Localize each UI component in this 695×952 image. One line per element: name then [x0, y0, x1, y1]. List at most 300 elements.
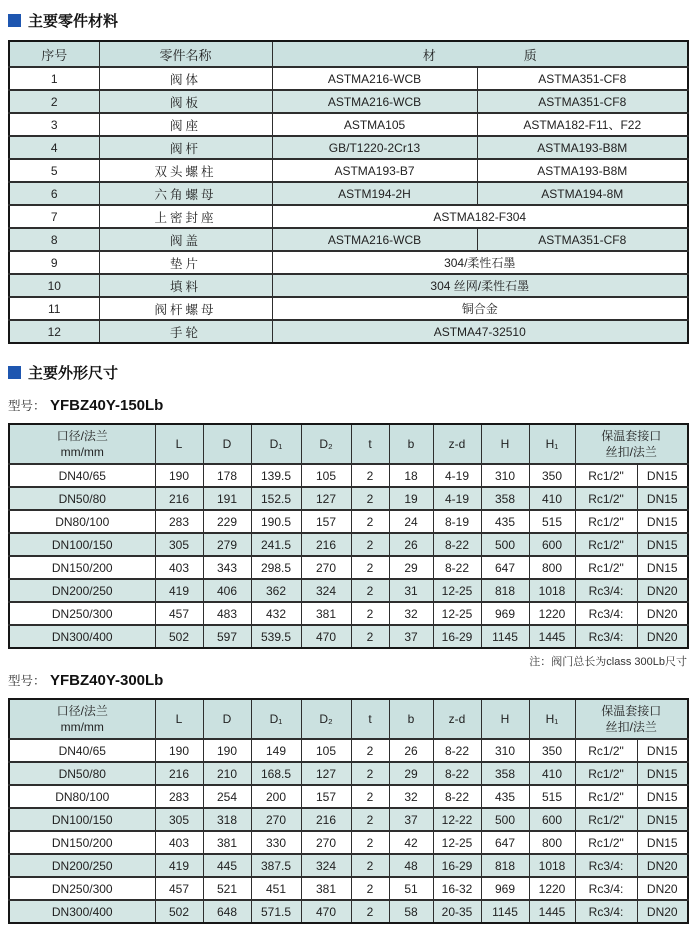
- col-header-size: 口径/法兰 mm/mm: [9, 699, 155, 739]
- cell-seq: 2: [9, 90, 99, 113]
- cell-seq: 9: [9, 251, 99, 274]
- parts-materials-table: [8, 40, 689, 344]
- table-row: [9, 320, 688, 343]
- col-header-b: b: [389, 424, 433, 464]
- cell-value: 8-22: [433, 533, 481, 556]
- col-header-H1: H₁: [529, 424, 575, 464]
- cell-value: 8-22: [433, 785, 481, 808]
- cell-value: 16-32: [433, 877, 481, 900]
- col-header-D: D: [203, 424, 251, 464]
- cell-value: 571.5: [251, 900, 301, 923]
- cell-value: 2: [351, 808, 389, 831]
- cell-value: DN15: [637, 533, 688, 556]
- cell-value: 502: [155, 900, 203, 923]
- cell-value: 305: [155, 533, 203, 556]
- cell-value: 2: [351, 854, 389, 877]
- cell-value: DN20: [637, 854, 688, 877]
- cell-value: 191: [203, 487, 251, 510]
- cell-value: 190: [155, 464, 203, 487]
- cell-value: 29: [389, 556, 433, 579]
- cell-value: 270: [301, 831, 351, 854]
- cell-material-right: ASTMA193-B8M: [477, 136, 688, 159]
- cell-value: 600: [529, 533, 575, 556]
- cell-value: 515: [529, 785, 575, 808]
- cell-material-left: ASTM194-2H: [272, 182, 477, 205]
- cell-value: 283: [155, 785, 203, 808]
- cell-material: 304 丝网/柔性石墨: [272, 274, 688, 297]
- cell-value: 190: [155, 739, 203, 762]
- cell-value: 647: [481, 556, 529, 579]
- table-row: [9, 136, 688, 159]
- table-row: [9, 533, 688, 556]
- cell-value: 500: [481, 533, 529, 556]
- cell-value: 435: [481, 785, 529, 808]
- cell-value: 37: [389, 625, 433, 648]
- cell-value: 403: [155, 831, 203, 854]
- cell-material-left: ASTMA193-B7: [272, 159, 477, 182]
- cell-value: DN15: [637, 464, 688, 487]
- cell-value: 20-35: [433, 900, 481, 923]
- cell-value: DN15: [637, 487, 688, 510]
- cell-value: 18: [389, 464, 433, 487]
- cell-value: 406: [203, 579, 251, 602]
- dimensions-table-300lb: [8, 698, 689, 924]
- col-header-H: H: [481, 424, 529, 464]
- cell-value: DN20: [637, 625, 688, 648]
- cell-value: 241.5: [251, 533, 301, 556]
- cell-value: 648: [203, 900, 251, 923]
- cell-dn-size: DN250/300: [9, 877, 155, 900]
- cell-value: Rc1/2": [575, 464, 637, 487]
- table-row: [9, 510, 688, 533]
- cell-value: 216: [301, 808, 351, 831]
- cell-seq: 3: [9, 113, 99, 136]
- dim-table-header-row: [9, 424, 688, 464]
- cell-material-left: ASTMA216-WCB: [272, 90, 477, 113]
- cell-value: 216: [155, 487, 203, 510]
- col-header-size: 口径/法兰 mm/mm: [9, 424, 155, 464]
- cell-value: 500: [481, 808, 529, 831]
- cell-material-left: ASTMA216-WCB: [272, 67, 477, 90]
- cell-value: 2: [351, 487, 389, 510]
- cell-value: 254: [203, 785, 251, 808]
- cell-part-name: 阀杆: [99, 136, 272, 159]
- cell-value: 1018: [529, 579, 575, 602]
- model-label: 型号：: [8, 399, 46, 413]
- section-title-text: 主要外形尺寸: [28, 365, 119, 382]
- cell-dn-size: DN80/100: [9, 785, 155, 808]
- cell-value: 200: [251, 785, 301, 808]
- cell-value: 435: [481, 510, 529, 533]
- cell-value: Rc1/2": [575, 785, 637, 808]
- cell-value: 818: [481, 579, 529, 602]
- cell-part-name: 填料: [99, 274, 272, 297]
- col-header-H: H: [481, 699, 529, 739]
- cell-value: 210: [203, 762, 251, 785]
- cell-value: 362: [251, 579, 301, 602]
- cell-value: 330: [251, 831, 301, 854]
- cell-material: 铜合金: [272, 297, 688, 320]
- cell-value: 410: [529, 762, 575, 785]
- cell-value: 157: [301, 510, 351, 533]
- col-header-zd: z-d: [433, 699, 481, 739]
- table-row: [9, 579, 688, 602]
- cell-value: 403: [155, 556, 203, 579]
- table-row: [9, 182, 688, 205]
- cell-dn-size: DN300/400: [9, 625, 155, 648]
- cell-part-name: 垫片: [99, 251, 272, 274]
- cell-value: DN15: [637, 808, 688, 831]
- table-row: [9, 831, 688, 854]
- col-header-D1: D₁: [251, 424, 301, 464]
- table-row: [9, 877, 688, 900]
- cell-value: 2: [351, 785, 389, 808]
- cell-value: 800: [529, 556, 575, 579]
- cell-value: 2: [351, 510, 389, 533]
- cell-part-name: 手轮: [99, 320, 272, 343]
- cell-dn-size: DN40/65: [9, 464, 155, 487]
- cell-value: 515: [529, 510, 575, 533]
- cell-value: 190.5: [251, 510, 301, 533]
- cell-value: 324: [301, 579, 351, 602]
- cell-value: 2: [351, 762, 389, 785]
- section-title-text: 主要零件材料: [28, 13, 119, 30]
- blue-square-bullet: [8, 14, 21, 27]
- cell-value: DN15: [637, 762, 688, 785]
- table-row: [9, 90, 688, 113]
- cell-value: 2: [351, 464, 389, 487]
- cell-value: 32: [389, 785, 433, 808]
- material-header-left: 材: [422, 47, 436, 63]
- cell-material-right: ASTMA182-F11、F22: [477, 113, 688, 136]
- cell-value: 432: [251, 602, 301, 625]
- cell-value: 1445: [529, 625, 575, 648]
- section-title-dimensions: [8, 362, 695, 383]
- cell-value: 157: [301, 785, 351, 808]
- cell-material: 304/柔性石墨: [272, 251, 688, 274]
- cell-value: 310: [481, 739, 529, 762]
- cell-dn-size: DN200/250: [9, 579, 155, 602]
- cell-value: Rc1/2": [575, 808, 637, 831]
- cell-value: 1445: [529, 900, 575, 923]
- cell-value: 51: [389, 877, 433, 900]
- cell-seq: 11: [9, 297, 99, 320]
- cell-value: 419: [155, 854, 203, 877]
- cell-value: 969: [481, 602, 529, 625]
- cell-value: 2: [351, 533, 389, 556]
- cell-part-name: 阀盖: [99, 228, 272, 251]
- cell-value: Rc1/2": [575, 487, 637, 510]
- cell-part-name: 阀板: [99, 90, 272, 113]
- cell-value: DN15: [637, 556, 688, 579]
- cell-value: 483: [203, 602, 251, 625]
- cell-value: 358: [481, 762, 529, 785]
- cell-value: 381: [301, 602, 351, 625]
- cell-value: 31: [389, 579, 433, 602]
- cell-value: 26: [389, 533, 433, 556]
- cell-value: 12-22: [433, 808, 481, 831]
- cell-value: 270: [301, 556, 351, 579]
- cell-value: 229: [203, 510, 251, 533]
- cell-value: 2: [351, 602, 389, 625]
- cell-seq: 12: [9, 320, 99, 343]
- table-row: [9, 464, 688, 487]
- cell-dn-size: DN200/250: [9, 854, 155, 877]
- cell-value: 8-19: [433, 510, 481, 533]
- table-row: [9, 762, 688, 785]
- col-header-seq: 序号: [9, 41, 99, 67]
- cell-value: 279: [203, 533, 251, 556]
- model-line-150lb: [8, 396, 695, 415]
- cell-seq: 6: [9, 182, 99, 205]
- table-row: [9, 854, 688, 877]
- cell-value: 350: [529, 464, 575, 487]
- cell-value: 1145: [481, 900, 529, 923]
- cell-value: Rc1/2": [575, 739, 637, 762]
- cell-dn-size: DN50/80: [9, 487, 155, 510]
- cell-part-name: 阀体: [99, 67, 272, 90]
- cell-value: 8-22: [433, 556, 481, 579]
- cell-material-right: ASTMA193-B8M: [477, 159, 688, 182]
- cell-value: 457: [155, 877, 203, 900]
- cell-value: 318: [203, 808, 251, 831]
- table-row: [9, 739, 688, 762]
- col-header-insulation: 保温套接口 丝扣/法兰: [575, 699, 688, 739]
- cell-value: 410: [529, 487, 575, 510]
- cell-value: 305: [155, 808, 203, 831]
- cell-value: 502: [155, 625, 203, 648]
- cell-value: 105: [301, 464, 351, 487]
- note-text: 注：阀门总长为class 300Lb尺寸: [529, 656, 687, 668]
- cell-material-left: GB/T1220-2Cr13: [272, 136, 477, 159]
- cell-value: 451: [251, 877, 301, 900]
- col-header-D2: D₂: [301, 699, 351, 739]
- cell-value: 8-22: [433, 762, 481, 785]
- cell-value: 190: [203, 739, 251, 762]
- cell-value: 2: [351, 877, 389, 900]
- cell-material-right: ASTMA351-CF8: [477, 228, 688, 251]
- cell-value: 37: [389, 808, 433, 831]
- cell-value: 127: [301, 487, 351, 510]
- cell-value: 178: [203, 464, 251, 487]
- section-title-materials: [8, 10, 695, 31]
- cell-value: 2: [351, 831, 389, 854]
- cell-value: 343: [203, 556, 251, 579]
- cell-value: 470: [301, 900, 351, 923]
- table-row: [9, 113, 688, 136]
- table-row: [9, 602, 688, 625]
- cell-value: 381: [301, 877, 351, 900]
- cell-dn-size: DN40/65: [9, 739, 155, 762]
- cell-dn-size: DN150/200: [9, 831, 155, 854]
- cell-value: 29: [389, 762, 433, 785]
- cell-dn-size: DN150/200: [9, 556, 155, 579]
- cell-value: 127: [301, 762, 351, 785]
- cell-value: 105: [301, 739, 351, 762]
- cell-value: 1145: [481, 625, 529, 648]
- cell-part-name: 阀杆螺母: [99, 297, 272, 320]
- cell-dn-size: DN250/300: [9, 602, 155, 625]
- cell-value: 298.5: [251, 556, 301, 579]
- cell-value: DN15: [637, 785, 688, 808]
- cell-value: Rc3/4:: [575, 602, 637, 625]
- table-row: [9, 251, 688, 274]
- cell-material: ASTMA47-32510: [272, 320, 688, 343]
- cell-value: 1018: [529, 854, 575, 877]
- cell-value: 387.5: [251, 854, 301, 877]
- table-row: [9, 159, 688, 182]
- cell-value: 470: [301, 625, 351, 648]
- cell-value: 539.5: [251, 625, 301, 648]
- cell-value: 32: [389, 602, 433, 625]
- cell-value: DN20: [637, 900, 688, 923]
- col-header-L: L: [155, 424, 203, 464]
- cell-value: Rc3/4:: [575, 854, 637, 877]
- cell-value: 457: [155, 602, 203, 625]
- dimensions-table-150lb: [8, 423, 689, 649]
- table-row: [9, 274, 688, 297]
- cell-value: 419: [155, 579, 203, 602]
- cell-material-right: ASTMA351-CF8: [477, 90, 688, 113]
- cell-value: 350: [529, 739, 575, 762]
- cell-part-name: 阀座: [99, 113, 272, 136]
- cell-value: DN15: [637, 510, 688, 533]
- cell-value: 818: [481, 854, 529, 877]
- cell-value: Rc3/4:: [575, 900, 637, 923]
- cell-dn-size: DN50/80: [9, 762, 155, 785]
- cell-value: 597: [203, 625, 251, 648]
- cell-value: Rc1/2": [575, 533, 637, 556]
- col-header-D2: D₂: [301, 424, 351, 464]
- col-header-part-name: 零件名称: [99, 41, 272, 67]
- col-header-H1: H₁: [529, 699, 575, 739]
- cell-value: 647: [481, 831, 529, 854]
- cell-value: DN20: [637, 877, 688, 900]
- cell-material-right: ASTMA194-8M: [477, 182, 688, 205]
- cell-seq: 10: [9, 274, 99, 297]
- cell-dn-size: DN100/150: [9, 533, 155, 556]
- model-label: 型号：: [8, 674, 46, 688]
- cell-seq: 7: [9, 205, 99, 228]
- cell-value: 2: [351, 739, 389, 762]
- cell-value: 16-29: [433, 854, 481, 877]
- cell-value: DN20: [637, 579, 688, 602]
- cell-value: 4-19: [433, 464, 481, 487]
- cell-value: 381: [203, 831, 251, 854]
- table-row: [9, 625, 688, 648]
- cell-value: 216: [155, 762, 203, 785]
- cell-seq: 4: [9, 136, 99, 159]
- cell-value: DN15: [637, 739, 688, 762]
- cell-value: 24: [389, 510, 433, 533]
- cell-value: 42: [389, 831, 433, 854]
- cell-value: Rc1/2": [575, 556, 637, 579]
- blue-square-bullet: [8, 366, 21, 379]
- cell-value: 12-25: [433, 579, 481, 602]
- cell-value: 149: [251, 739, 301, 762]
- cell-material-right: ASTMA351-CF8: [477, 67, 688, 90]
- cell-value: 8-22: [433, 739, 481, 762]
- col-header-b: b: [389, 699, 433, 739]
- cell-value: 445: [203, 854, 251, 877]
- cell-value: 152.5: [251, 487, 301, 510]
- cell-value: 324: [301, 854, 351, 877]
- col-header-zd: z-d: [433, 424, 481, 464]
- cell-value: 2: [351, 556, 389, 579]
- cell-value: Rc3/4:: [575, 579, 637, 602]
- col-header-D: D: [203, 699, 251, 739]
- model-value-300lb: YFBZ40Y-300Lb: [49, 672, 164, 689]
- table-row: [9, 785, 688, 808]
- table-row: [9, 556, 688, 579]
- cell-material-left: ASTMA216-WCB: [272, 228, 477, 251]
- datasheet-page: [0, 10, 695, 924]
- cell-part-name: 双头螺柱: [99, 159, 272, 182]
- material-header-right: 质: [523, 47, 537, 63]
- cell-value: 969: [481, 877, 529, 900]
- model-line-300lb: [8, 671, 695, 690]
- cell-value: DN15: [637, 831, 688, 854]
- cell-value: 58: [389, 900, 433, 923]
- table-row: [9, 487, 688, 510]
- cell-value: 270: [251, 808, 301, 831]
- col-header-t: t: [351, 699, 389, 739]
- cell-value: 283: [155, 510, 203, 533]
- cell-value: 48: [389, 854, 433, 877]
- cell-value: Rc3/4:: [575, 877, 637, 900]
- cell-value: 2: [351, 625, 389, 648]
- cell-value: 12-25: [433, 831, 481, 854]
- col-header-L: L: [155, 699, 203, 739]
- table-row: [9, 297, 688, 320]
- cell-value: 4-19: [433, 487, 481, 510]
- cell-value: 358: [481, 487, 529, 510]
- table-row: [9, 205, 688, 228]
- cell-seq: 5: [9, 159, 99, 182]
- cell-value: 2: [351, 579, 389, 602]
- cell-value: 19: [389, 487, 433, 510]
- cell-value: Rc1/2": [575, 831, 637, 854]
- cell-value: 168.5: [251, 762, 301, 785]
- cell-value: 12-25: [433, 602, 481, 625]
- cell-value: 16-29: [433, 625, 481, 648]
- col-header-insulation: 保温套接口 丝扣/法兰: [575, 424, 688, 464]
- cell-value: 139.5: [251, 464, 301, 487]
- cell-dn-size: DN300/400: [9, 900, 155, 923]
- table-row: [9, 808, 688, 831]
- cell-value: 600: [529, 808, 575, 831]
- col-header-material: [272, 41, 688, 67]
- cell-seq: 8: [9, 228, 99, 251]
- cell-value: 2: [351, 900, 389, 923]
- cell-part-name: 上密封座: [99, 205, 272, 228]
- table-row: [9, 228, 688, 251]
- model-value-150lb: YFBZ40Y-150Lb: [49, 397, 164, 414]
- cell-value: 310: [481, 464, 529, 487]
- dim-table-header-row: [9, 699, 688, 739]
- cell-dn-size: DN80/100: [9, 510, 155, 533]
- cell-value: 1220: [529, 602, 575, 625]
- col-header-D1: D₁: [251, 699, 301, 739]
- cell-value: Rc3/4:: [575, 625, 637, 648]
- parts-table-header-row: [9, 41, 688, 67]
- cell-value: 216: [301, 533, 351, 556]
- col-header-t: t: [351, 424, 389, 464]
- cell-value: 26: [389, 739, 433, 762]
- table-row: [9, 67, 688, 90]
- cell-part-name: 六角螺母: [99, 182, 272, 205]
- cell-material: ASTMA182-F304: [272, 205, 688, 228]
